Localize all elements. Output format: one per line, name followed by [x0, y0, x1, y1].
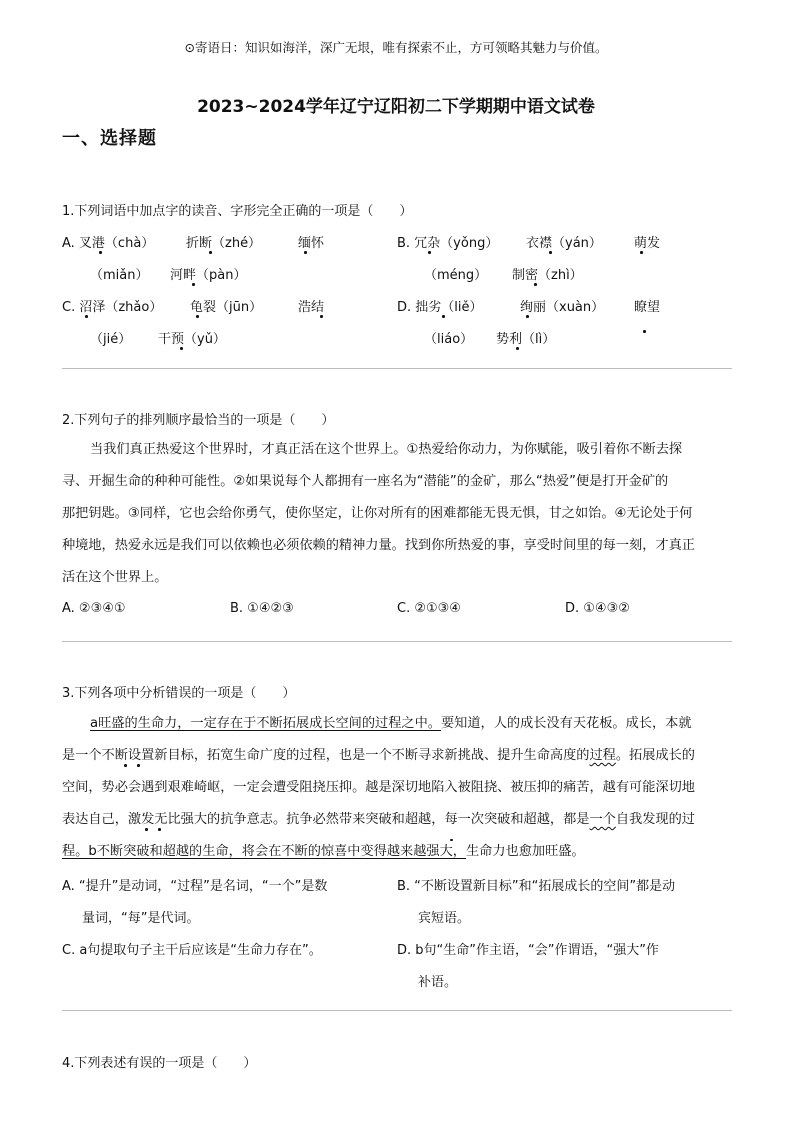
option-b-pinyin: （méng） [424, 268, 488, 283]
divider [62, 641, 732, 642]
question-stem: 3.下列各项中分析错误的一项是（ ） [62, 686, 296, 701]
option-d: D. ①④③② [565, 601, 630, 616]
passage-text: 表达自己，激发无比强大的抗争意志。抗争必然带来突破和超越， [62, 812, 445, 827]
option-b-word-3: 萌发 [634, 236, 661, 251]
passage-line [62, 836, 585, 868]
passage-line: 当我们真正热爱这个世界时，才真正活在这个世界上。①热爱给你动力，为你赋能，吸引着你不断去探 [90, 442, 683, 457]
passage-line [62, 804, 695, 836]
marked-word: 每 [444, 804, 457, 836]
emphasis-dot [99, 251, 102, 254]
option-a-word-3: 缅怀 [298, 236, 325, 251]
option-c-pinyin: （jié） [90, 332, 132, 347]
passage-text: 。拓展成长的 [615, 748, 695, 763]
emphasis-dot [209, 251, 212, 254]
divider [62, 368, 732, 369]
passage-text: 要知道，人的成长没有天花板。成长，本就 [440, 716, 692, 731]
option-b-word-4: 制密（zhì） [512, 268, 583, 283]
option-d-cont: 补语。 [418, 975, 458, 990]
option-b-word-2: 衣襟（yán） [526, 236, 602, 251]
marked-word: 一个 [589, 812, 616, 827]
emphasis-dot [526, 315, 529, 318]
option-b: B. “不断设置新目标”和“拓展成长的空间”都是动 [397, 879, 676, 894]
option-d-word-2: 绚丽（xuàn） [520, 300, 605, 315]
option-c-word-2: 龟裂（jūn） [190, 300, 263, 315]
emphasis-dot [85, 315, 88, 318]
underlined-sentence-a: a旺盛的生命力，一定存在于不断拓展成长空间的过程之中。 [90, 716, 441, 731]
option-b-word-1: B. 冗杂（yǒng） [397, 236, 499, 251]
option-b-cont: 宾短语。 [418, 911, 471, 926]
exam-title: 2023~2024学年辽宁辽阳初二下学期期中语文试卷 [197, 97, 595, 117]
option-d-word-1: D. 拙劣（liě） [397, 300, 483, 315]
option-a: A. “提升”是动词，“过程”是名词，“一个”是数 [62, 879, 328, 894]
emphasis-dot [180, 347, 183, 350]
option-d-word-4: 势利（lì） [496, 332, 556, 347]
option-d-word-3: 瞭望 [634, 300, 661, 315]
option-c-word-1: C. 沼泽（zhǎo） [62, 300, 163, 315]
passage-text: 是一个不断设置新目标，拓宽生命广度的过程，也是一个不断寻求新挑战、提升生命高度的 [62, 748, 590, 763]
emphasis-dot [549, 251, 552, 254]
emphasis-dot [534, 283, 537, 286]
underlined-sentence-b: b不断突破和超越的生命，将会在不断的惊喜中变得越来越强大， [88, 844, 466, 859]
emphasis-dot [145, 828, 148, 831]
option-b: B. ①④②③ [230, 601, 294, 616]
option-a: A. ②③④① [62, 601, 126, 616]
marked-word: 过程 [589, 748, 616, 763]
emphasis-dot [137, 764, 140, 767]
option-a-word-2: 折断（zhé） [186, 236, 262, 251]
passage-line: 寻、开掘生命的种种可能性。②如果说每个人都拥有一座名为“潜能”的金矿，那么“热爱”便是打开金矿的 [62, 474, 669, 489]
passage-line: 空间，势必会遇到艰难崎岖，一定会遭受阻挠压抑。越是深切地陷入被阻挠、被压抑的痛苦，越有可能深切地 [62, 780, 695, 795]
question-4-stem: 4.下列表述有误的一项是（ ） [62, 1056, 257, 1071]
emphasis-dot [196, 315, 199, 318]
emphasis-dot [124, 764, 127, 767]
emphasis-dot [158, 828, 161, 831]
option-a-pinyin: （miǎn） [90, 268, 149, 283]
option-a-word-4: 河畔（pàn） [170, 268, 247, 283]
option-d-pinyin: （liáo） [424, 332, 474, 347]
emphasis-dot [304, 251, 307, 254]
passage-text: 一次突破和超越，都是 [457, 812, 590, 827]
passage-line [62, 740, 695, 772]
emphasis-dot [643, 330, 646, 333]
passage-line [90, 708, 692, 740]
option-d: D. b句“生命”作主语，“会”作谓语，“强大”作 [397, 943, 659, 958]
option-a-word-1: A. 叉港（chà） [62, 236, 155, 251]
question-stem: 2.下列句子的排列顺序最恰当的一项是（ ） [62, 413, 335, 428]
option-c-word-3: 浩结 [298, 300, 325, 315]
emphasis-dot [320, 315, 323, 318]
passage-line: 种境地，热爱永远是我们可以依赖也必须依赖的精神力量。找到你所热爱的事，享受时间里的每一刻，才真正 [62, 538, 695, 553]
question-stem: 1.下列词语中加点字的读音、字形完全正确的一项是（ ） [62, 204, 413, 219]
emphasis-dot [442, 315, 445, 318]
option-c: C. ②①③④ [397, 601, 461, 616]
passage-text: 自我发现的过 [615, 812, 695, 827]
passage-line: 那把钥匙。③同样，它也会给你勇气，使你坚定，让你对所有的困难都能无畏无惧，甘之如饴。④无论处于何 [62, 506, 693, 521]
passage-text: 生命力也愈加旺盛。 [466, 844, 585, 859]
divider [62, 1010, 732, 1011]
option-a-cont: 量词，“每”是代词。 [82, 911, 200, 926]
emphasis-dot [640, 251, 643, 254]
emphasis-dot [428, 251, 431, 254]
option-c: C. a句提取句子主干后应该是“生命力存在”。 [62, 943, 322, 958]
option-c-word-4: 干预（yǔ） [158, 332, 226, 347]
header-motto: ⊙寄语日：知识如海洋，深广无垠，唯有探索不止，方可领略其魅力与价值。 [184, 40, 608, 55]
section-heading: 一、选择题 [62, 128, 157, 149]
marked-word: 程。 [62, 844, 89, 859]
emphasis-dot [192, 283, 195, 286]
emphasis-dot [516, 347, 519, 350]
passage-line: 活在这个世界上。 [62, 570, 168, 585]
